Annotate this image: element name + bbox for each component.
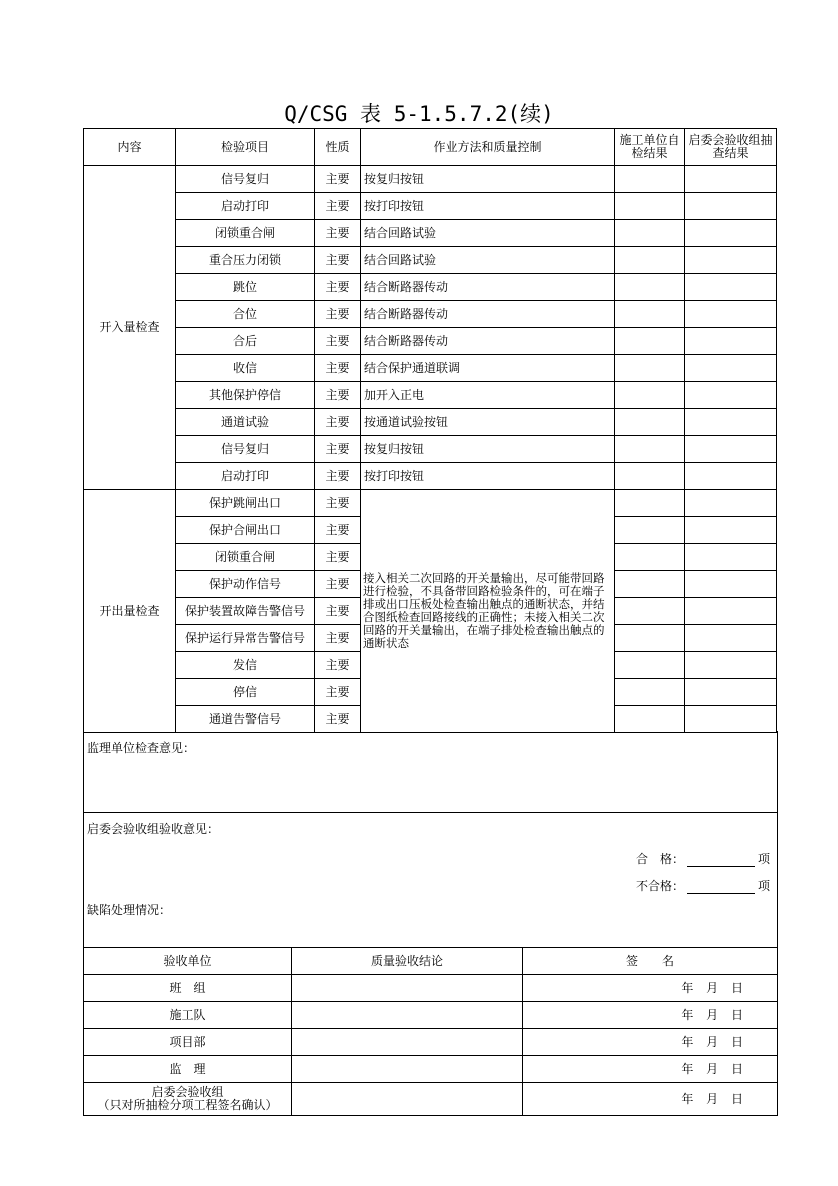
self-check-cell[interactable]: [615, 166, 685, 193]
committee-check-cell[interactable]: [685, 328, 777, 355]
committee-check-cell[interactable]: [685, 274, 777, 301]
nature-cell: 主要: [315, 301, 361, 328]
nature-cell: 主要: [315, 544, 361, 571]
committee-check-cell[interactable]: [685, 517, 777, 544]
signature-date-cell[interactable]: 年 月 日: [523, 1002, 778, 1029]
committee-check-cell[interactable]: [685, 463, 777, 490]
header-nature: 性质: [315, 129, 361, 166]
nature-cell: 主要: [315, 517, 361, 544]
item-cell: 保护装置故障告警信号: [176, 598, 315, 625]
method-cell: 结合断路器传动: [361, 301, 615, 328]
committee-check-cell[interactable]: [685, 247, 777, 274]
committee-check-cell[interactable]: [685, 625, 777, 652]
table-row: [84, 355, 777, 382]
nature-cell: 主要: [315, 274, 361, 301]
conclusion-cell[interactable]: [292, 1083, 523, 1116]
method-cell: 按打印按钮: [361, 193, 615, 220]
self-check-cell[interactable]: [615, 544, 685, 571]
item-cell: 停信: [176, 679, 315, 706]
nature-cell: 主要: [315, 625, 361, 652]
unit-cell: 班 组: [84, 975, 292, 1002]
table-row: [84, 490, 777, 517]
nature-cell: 主要: [315, 247, 361, 274]
method-cell: 按复归按钮: [361, 166, 615, 193]
self-check-cell[interactable]: [615, 463, 685, 490]
defect-label: 缺陷处理情况：: [87, 903, 172, 917]
committee-check-cell[interactable]: [685, 436, 777, 463]
table-row: [84, 328, 777, 355]
table-row: [84, 247, 777, 274]
item-cell: 发信: [176, 652, 315, 679]
header-committee-check: 启委会验收组抽查结果: [685, 129, 777, 166]
committee-check-cell[interactable]: [685, 652, 777, 679]
self-check-cell[interactable]: [615, 436, 685, 463]
nature-cell: 主要: [315, 571, 361, 598]
method-cell: 结合回路试验: [361, 220, 615, 247]
item-cell: 启动打印: [176, 193, 315, 220]
nature-cell: 主要: [315, 328, 361, 355]
self-check-cell[interactable]: [615, 625, 685, 652]
self-check-cell[interactable]: [615, 571, 685, 598]
pass-count: 合 格： 项: [635, 852, 770, 866]
method-cell: 结合保护通道联调: [361, 355, 615, 382]
self-check-cell[interactable]: [615, 328, 685, 355]
committee-check-cell[interactable]: [685, 571, 777, 598]
header-signature: 签 名: [523, 948, 778, 975]
signature-date-cell[interactable]: 年 月 日: [523, 1029, 778, 1056]
fail-count: 不合格： 项: [635, 879, 770, 893]
nature-cell: 主要: [315, 490, 361, 517]
nature-cell: 主要: [315, 382, 361, 409]
self-check-cell[interactable]: [615, 706, 685, 733]
item-cell: 合位: [176, 301, 315, 328]
committee-opinion-box[interactable]: [83, 812, 778, 948]
table-row: [84, 301, 777, 328]
nature-cell: 主要: [315, 220, 361, 247]
nature-cell: 主要: [315, 409, 361, 436]
committee-check-cell[interactable]: [685, 409, 777, 436]
committee-check-cell[interactable]: [685, 490, 777, 517]
table-row: [84, 274, 777, 301]
conclusion-cell[interactable]: [292, 1029, 523, 1056]
signature-date-cell[interactable]: 年 月 日: [523, 1056, 778, 1083]
unit-cell: 监 理: [84, 1056, 292, 1083]
item-cell: 闭锁重合闸: [176, 220, 315, 247]
method-cell: 按复归按钮: [361, 436, 615, 463]
header-method: 作业方法和质量控制: [361, 129, 615, 166]
item-cell: 信号复归: [176, 166, 315, 193]
self-check-cell[interactable]: [615, 409, 685, 436]
header-conclusion: 质量验收结论: [292, 948, 523, 975]
method-cell: 加开入正电: [361, 382, 615, 409]
nature-cell: 主要: [315, 166, 361, 193]
self-check-cell[interactable]: [615, 652, 685, 679]
signature-table: [83, 947, 778, 1116]
signature-row: [84, 1002, 778, 1029]
conclusion-cell[interactable]: [292, 1002, 523, 1029]
table-row: [84, 193, 777, 220]
nature-cell: 主要: [315, 706, 361, 733]
nature-cell: 主要: [315, 598, 361, 625]
self-check-cell[interactable]: [615, 517, 685, 544]
signature-row: [84, 1029, 778, 1056]
committee-check-cell[interactable]: [685, 220, 777, 247]
table-row: [84, 436, 777, 463]
self-check-cell[interactable]: [615, 220, 685, 247]
signature-date-cell[interactable]: 年 月 日: [523, 975, 778, 1002]
unit-cell: 施工队: [84, 1002, 292, 1029]
pass-count-field[interactable]: [687, 854, 755, 867]
self-check-cell[interactable]: [615, 598, 685, 625]
self-check-cell[interactable]: [615, 382, 685, 409]
self-check-cell[interactable]: [615, 301, 685, 328]
item-cell: 重合压力闭锁: [176, 247, 315, 274]
signature-row: [84, 1083, 778, 1116]
section-label-input: 开入量检查: [84, 166, 176, 490]
header-unit: 验收单位: [84, 948, 292, 975]
method-cell: 按通道试验按钮: [361, 409, 615, 436]
item-cell: 其他保护停信: [176, 382, 315, 409]
signature-date-cell[interactable]: 年 月 日: [523, 1083, 778, 1116]
method-cell: 结合回路试验: [361, 247, 615, 274]
self-check-cell[interactable]: [615, 679, 685, 706]
method-cell: 结合断路器传动: [361, 328, 615, 355]
method-cell: 接入相关二次回路的开关量输出，尽可能带回路进行检验，不具备带回路检验条件的，可在端子排或出口压板处检查输出触点的通断状态，并结合图纸检查回路接线的正确性；未接入相关二次回路的开关量输出，在端子排处检查输出触点的通断状态: [361, 490, 615, 733]
form-title: Q/CSG 表 5-1.5.7.2(续): [284, 102, 554, 126]
table-row: [84, 220, 777, 247]
signature-row: [84, 1056, 778, 1083]
item-cell: 收信: [176, 355, 315, 382]
item-cell: 信号复归: [176, 436, 315, 463]
committee-check-cell[interactable]: [685, 301, 777, 328]
nature-cell: 主要: [315, 679, 361, 706]
header-self-check: 施工单位自检结果: [615, 129, 685, 166]
nature-cell: 主要: [315, 652, 361, 679]
item-cell: 合后: [176, 328, 315, 355]
item-cell: 保护合闸出口: [176, 517, 315, 544]
conclusion-cell[interactable]: [292, 1056, 523, 1083]
committee-opinion-label: 启委会验收组验收意见：: [87, 822, 220, 836]
self-check-cell[interactable]: [615, 355, 685, 382]
fail-count-field[interactable]: [687, 881, 755, 894]
committee-check-cell[interactable]: [685, 193, 777, 220]
unit-cell: 项目部: [84, 1029, 292, 1056]
item-cell: 保护运行异常告警信号: [176, 625, 315, 652]
conclusion-cell[interactable]: [292, 975, 523, 1002]
supervisor-opinion-box[interactable]: [83, 731, 778, 813]
item-cell: 跳位: [176, 274, 315, 301]
table-row: [84, 166, 777, 193]
item-cell: 保护动作信号: [176, 571, 315, 598]
inspection-table: [83, 128, 777, 733]
item-cell: 保护跳闸出口: [176, 490, 315, 517]
self-check-cell[interactable]: [615, 247, 685, 274]
method-cell: 结合断路器传动: [361, 274, 615, 301]
item-cell: 通道试验: [176, 409, 315, 436]
signature-row: [84, 975, 778, 1002]
header-content: 内容: [84, 129, 176, 166]
committee-check-cell[interactable]: [685, 166, 777, 193]
item-cell: 通道告警信号: [176, 706, 315, 733]
self-check-cell[interactable]: [615, 274, 685, 301]
committee-check-cell[interactable]: [685, 598, 777, 625]
supervisor-opinion-label: 监理单位检查意见：: [87, 741, 196, 755]
committee-check-cell[interactable]: [685, 355, 777, 382]
table-row: [84, 463, 777, 490]
signature-header-row: [84, 948, 778, 975]
nature-cell: 主要: [315, 463, 361, 490]
item-cell: 启动打印: [176, 463, 315, 490]
committee-check-cell[interactable]: [685, 706, 777, 733]
table-row: [84, 382, 777, 409]
nature-cell: 主要: [315, 193, 361, 220]
unit-cell: 启委会验收组 （只对所抽检分项工程签名确认）: [84, 1083, 292, 1116]
section-label-output: 开出量检查: [84, 490, 176, 733]
committee-check-cell[interactable]: [685, 679, 777, 706]
item-cell: 闭锁重合闸: [176, 544, 315, 571]
self-check-cell[interactable]: [615, 490, 685, 517]
committee-check-cell[interactable]: [685, 544, 777, 571]
self-check-cell[interactable]: [615, 193, 685, 220]
header-item: 检验项目: [176, 129, 315, 166]
table-row: [84, 409, 777, 436]
committee-check-cell[interactable]: [685, 382, 777, 409]
method-cell: 按打印按钮: [361, 463, 615, 490]
nature-cell: 主要: [315, 355, 361, 382]
header-row: [84, 129, 777, 166]
nature-cell: 主要: [315, 436, 361, 463]
